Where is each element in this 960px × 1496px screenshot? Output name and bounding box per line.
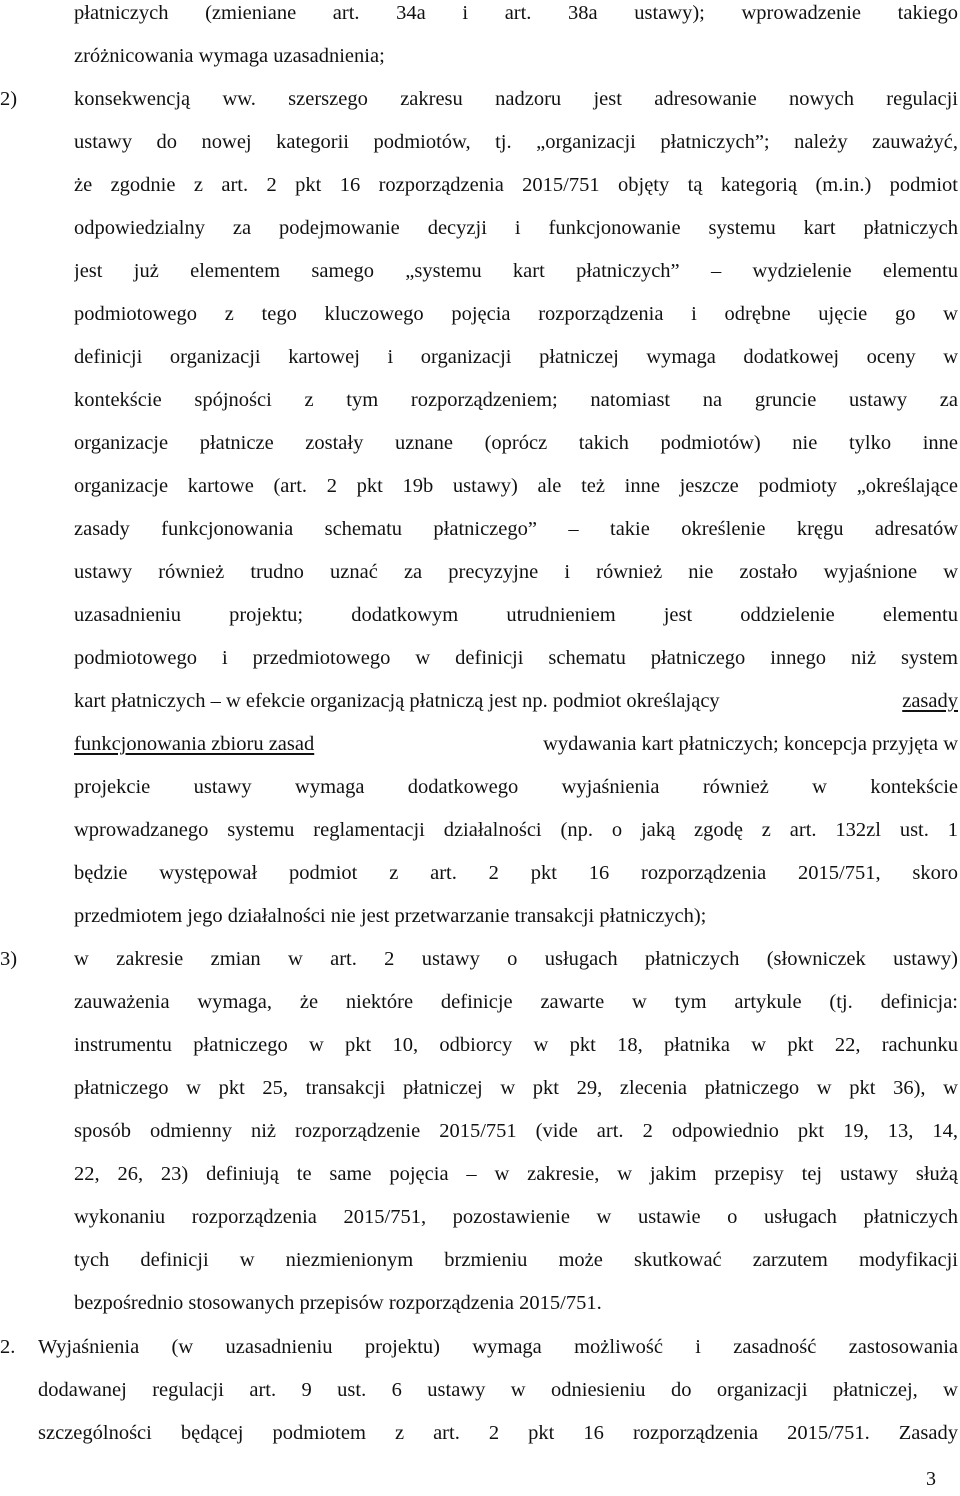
text-line: definicji organizacji kartowej i organizacji płatniczej wymaga dodatkowej oceny w — [74, 346, 958, 368]
text-line: że zgodnie z art. 2 pkt 16 rozporządzenia 2015/751 objęty tą kategorią (m.in.) podmiot — [74, 174, 958, 196]
text-line: podmiotowego i przedmiotowego w definicji schematu płatniczego innego niż system — [74, 647, 958, 669]
text-line: płatniczego w pkt 25, transakcji płatniczej w pkt 29, zlecenia płatniczego w pkt 36), w — [74, 1077, 958, 1099]
text-line: w zakresie zmian w art. 2 ustawy o usługach płatniczych (słowniczek ustawy) — [74, 948, 958, 970]
text-line: będzie występował podmiot z art. 2 pkt 16 rozporządzenia 2015/751, skoro — [74, 862, 958, 884]
text-line: płatniczych (zmieniane art. 34a i art. 38a ustawy); wprowadzenie takiego — [74, 2, 958, 24]
text-line: 22, 26, 23) definiują te same pojęcia – w zakresie, w jakim przepisy tej ustawy służą — [74, 1163, 958, 1185]
text-line: projekcie ustawy wymaga dodatkowego wyjaśnienia również w kontekście — [74, 776, 958, 798]
list-marker: 2) — [0, 88, 18, 110]
list-marker: 3) — [0, 948, 18, 970]
text-line: jest już elementem samego „systemu kart płatniczych” – wydzielenie elementu — [74, 260, 958, 282]
text-line: ustawy również trudno uznać za precyzyjne i również nie zostało wyjaśnione w — [74, 561, 958, 583]
text-line: bezpośrednio stosowanych przepisów rozporządzenia 2015/751. — [74, 1292, 602, 1314]
text-line: zróżnicowania wymaga uzasadnienia; — [74, 45, 385, 67]
page-number: 3 — [926, 1468, 936, 1490]
text-line: konsekwencją ww. szerszego zakresu nadzoru jest adresowanie nowych regulacji — [74, 88, 958, 110]
text-line: dodawanej regulacji art. 9 ust. 6 ustawy w odniesieniu do organizacji płatniczej, w — [38, 1379, 958, 1401]
text-line: odpowiedzialny za podejmowanie decyzji i funkcjonowanie systemu kart płatniczych — [74, 217, 958, 239]
text-line: zasady funkcjonowania schematu płatniczego” – takie określenie kręgu adresatów — [74, 518, 958, 540]
text-line: ustawy do nowej kategorii podmiotów, tj. „organizacji płatniczych”; należy zauważyć, — [74, 131, 958, 153]
text-line: sposób odmienny niż rozporządzenie 2015/751 (vide art. 2 odpowiednio pkt 19, 13, 14, — [74, 1120, 958, 1142]
underlined-text: funkcjonowania zbioru zasad — [74, 733, 315, 755]
text-line: przedmiotem jego działalności nie jest przetwarzanie transakcji płatniczych); — [74, 905, 707, 927]
text-line: organizacje płatnicze zostały uznane (oprócz takich podmiotów) nie tylko inne — [74, 432, 958, 454]
text-line: kontekście spójności z tym rozporządzeniem; natomiast na gruncie ustawy za — [74, 389, 958, 411]
text-line: zauważenia wymaga, że niektóre definicje zawarte w tym artykule (tj. definicja: — [74, 991, 958, 1013]
underlined-text: zasady — [902, 690, 958, 712]
text-line: uzasadnieniu projektu; dodatkowym utrudnieniem jest oddzielenie elementu — [74, 604, 958, 626]
text-line: wprowadzanego systemu reglamentacji działalności (np. o jaką zgodę z art. 132zl ust. 1 — [74, 819, 958, 841]
text-line: organizacje kartowe (art. 2 pkt 19b ustawy) ale też inne jeszcze podmioty „określające — [74, 475, 958, 497]
text-line: tych definicji w niezmienionym brzmieniu może skutkować zarzutem modyfikacji — [74, 1249, 958, 1271]
text-line: podmiotowego z tego kluczowego pojęcia rozporządzenia i odrębne ujęcie go w — [74, 303, 958, 325]
text-line — [74, 731, 958, 757]
text-segment: kart płatniczych – w efekcie organizacją płatniczą jest np. podmiot określający — [74, 690, 725, 712]
text-line: szczególności będącej podmiotem z art. 2 pkt 16 rozporządzenia 2015/751. Zasady — [38, 1422, 958, 1444]
section-number: 2. — [0, 1336, 16, 1358]
text-line: Wyjaśnienia (w uzasadnieniu projektu) wymaga możliwość i zasadność zastosowania — [38, 1336, 958, 1358]
text-line: instrumentu płatniczego w pkt 10, odbiorcy w pkt 18, płatnika w pkt 22, rachunku — [74, 1034, 958, 1056]
text-line: wykonaniu rozporządzenia 2015/751, pozostawienie w ustawie o usługach płatniczych — [74, 1206, 958, 1228]
text-line — [74, 688, 958, 714]
text-segment: wydawania kart płatniczych; koncepcja przyjęta w — [537, 733, 958, 755]
